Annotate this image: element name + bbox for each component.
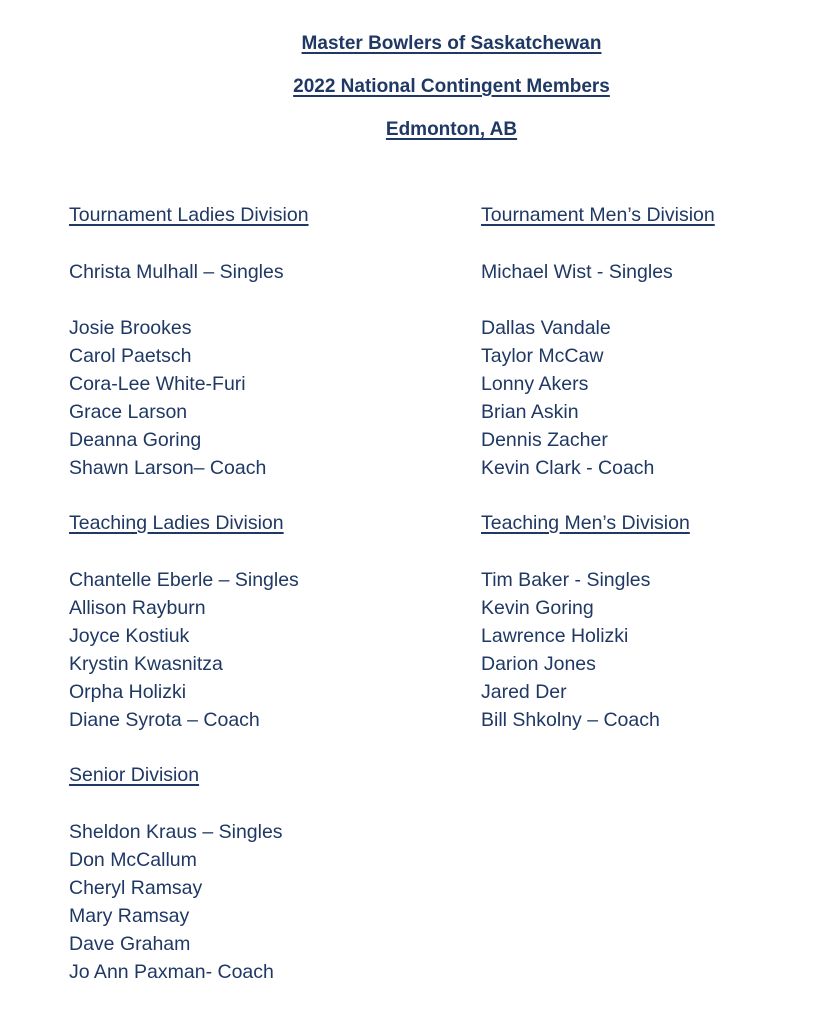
list-item: Darion Jones (481, 653, 596, 675)
list-item-coach: Diane Syrota – Coach (69, 709, 260, 731)
list-item: Allison Rayburn (69, 597, 206, 619)
section-heading-tournament-men: Tournament Men’s Division (481, 204, 715, 226)
list-item-coach: Shawn Larson– Coach (69, 457, 267, 479)
list-item-coach: Kevin Clark - Coach (481, 457, 655, 479)
list-item: Dallas Vandale (481, 317, 611, 339)
list-item: Don McCallum (69, 849, 197, 871)
list-item-coach: Bill Shkolny – Coach (481, 709, 660, 731)
document-title: Master Bowlers of Saskatchewan (301, 33, 602, 54)
list-item: Joyce Kostiuk (69, 625, 190, 647)
list-item: Mary Ramsay (69, 905, 190, 927)
section-heading-tournament-ladies: Tournament Ladies Division (69, 204, 309, 226)
list-item: Orpha Holizki (69, 681, 187, 703)
list-item: Kevin Goring (481, 597, 594, 619)
section-heading-senior: Senior Division (69, 764, 200, 786)
list-item-coach: Jo Ann Paxman- Coach (69, 961, 274, 983)
list-item: Grace Larson (69, 401, 188, 423)
document-location: Edmonton, AB (385, 119, 518, 140)
list-item: Lonny Akers (481, 373, 589, 395)
list-item: Dennis Zacher (481, 429, 608, 451)
list-item: Jared Der (481, 681, 567, 703)
list-item-singles: Chantelle Eberle – Singles (69, 569, 299, 591)
list-item: Taylor McCaw (481, 345, 604, 367)
list-item: Brian Askin (481, 401, 579, 423)
list-item: Josie Brookes (69, 317, 192, 339)
section-heading-teaching-men: Teaching Men’s Division (481, 512, 690, 534)
list-item: Carol Paetsch (69, 345, 192, 367)
list-item: Deanna Goring (69, 429, 202, 451)
list-item: Cora-Lee White-Furi (69, 373, 246, 395)
section-heading-teaching-ladies: Teaching Ladies Division (69, 512, 284, 534)
list-item-singles: Sheldon Kraus – Singles (69, 821, 283, 843)
list-item: Lawrence Holizki (481, 625, 629, 647)
list-item-singles: Michael Wist - Singles (481, 261, 673, 283)
list-item: Krystin Kwasnitza (69, 653, 223, 675)
list-item: Dave Graham (69, 933, 191, 955)
document-subtitle: 2022 National Contingent Members (293, 76, 610, 97)
list-item-singles: Christa Mulhall – Singles (69, 261, 284, 283)
list-item-singles: Tim Baker - Singles (481, 569, 651, 591)
list-item: Cheryl Ramsay (69, 877, 203, 899)
